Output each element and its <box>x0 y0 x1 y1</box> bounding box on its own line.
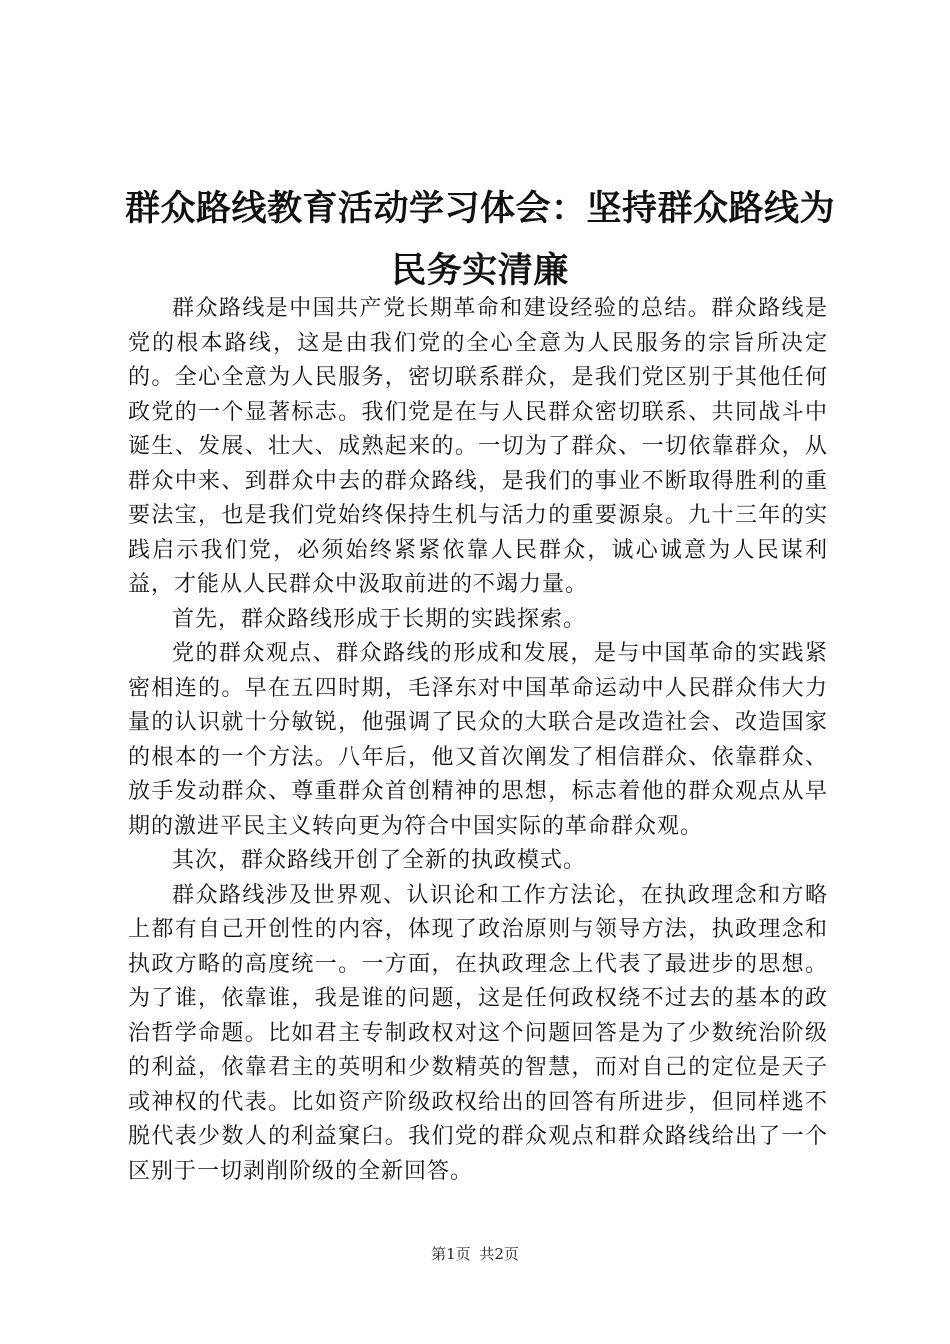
document-title: 群众路线教育活动学习体会：坚持群众路线为民务实清廉 <box>124 189 835 291</box>
page-number: 第1页 <box>431 1245 471 1263</box>
paragraph-1: 群众路线是中国共产党长期革命和建设经验的总结。群众路线是党的根本路线，这是由我们党的全心全意为人民服务的宗旨所决定的。全心全意为人民服务，密切联系群众，是我们党区别于其他任何政党的一个显著标志。我们党是在与人民群众密切联系、共同战斗中诞生、发展、壮大、成熟起来的。一切为了群众、一切依靠群众，从群众中来、到群众中去的群众路线，是我们的事业不断取得胜利的重要法宝，也是我们党始终保持生机与活力的重要源泉。九十三年的实践启示我们党，必须始终紧紧依靠人民群众，诚心诚意为人民谋利益，才能从人民群众中汲取前进的不竭力量。 <box>128 296 828 597</box>
document-body <box>128 292 828 1189</box>
page-footer <box>0 1243 950 1264</box>
paragraph-3: 党的群众观点、群众路线的形成和发展，是与中国革命的实践紧密相连的。早在五四时期，毛泽东对中国革命运动中人民群众伟大力量的认识就十分敏锐，他强调了民众的大联合是改造社会、改造国家的根本的一个方法。八年后，他又首次阐发了相信群众、依靠群众、放手发动群众、尊重群众首创精神的思想，标志着他的群众观点从早期的激进平民主义转向更为符合中国实际的革命群众观。 <box>128 641 828 839</box>
paragraph-2: 首先，群众路线形成于长期的实践探索。 <box>172 606 587 632</box>
paragraph-5: 群众路线涉及世界观、认识论和工作方法论，在执政理念和方略上都有自己开创性的内容，体现了政治原则与领导方法，执政理念和执政方略的高度统一。一方面，在执政理念上代表了最进步的思想。为了谁，依靠谁，我是谁的问题，这是任何政权绕不过去的基本的政治哲学命题。比如君主专制政权对这个问题回答是为了少数统治阶级的利益，依靠君主的英明和少数精英的智慧，而对自己的定位是天子或神权的代表。比如资产阶级政权给出的回答有所进步，但同样逃不脱代表少数人的利益窠臼。我们党的群众观点和群众路线给出了一个区别于一切剥削阶级的全新回答。 <box>128 882 828 1184</box>
page-total: 共2页 <box>479 1245 519 1263</box>
paragraph-4: 其次，群众路线开创了全新的执政模式。 <box>172 848 587 873</box>
